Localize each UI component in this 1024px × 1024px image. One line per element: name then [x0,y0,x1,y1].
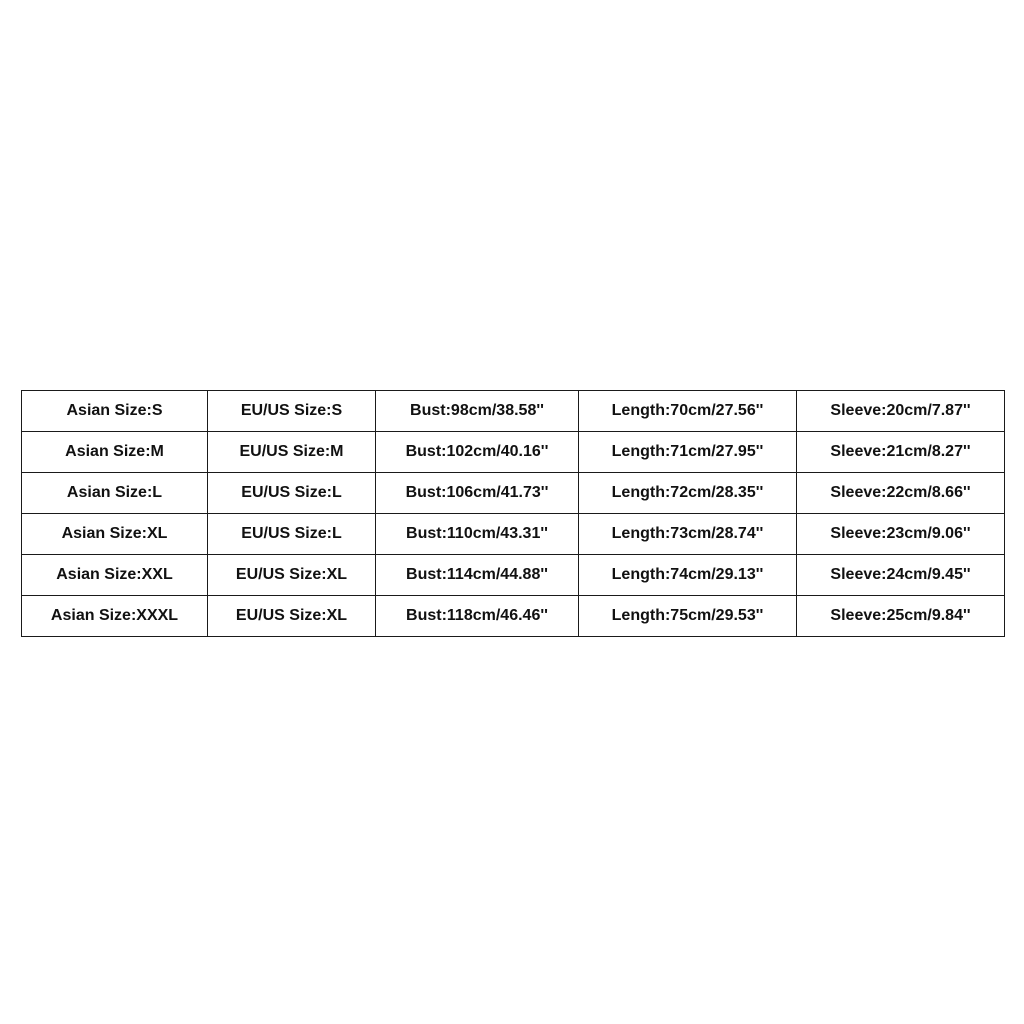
length-cell: Length:74cm/29.13'' [579,555,797,596]
eu-us-size-cell: EU/US Size:M [208,432,376,473]
asian-size-cell: Asian Size:XL [22,514,208,555]
sleeve-cell: Sleeve:21cm/8.27'' [797,432,1005,473]
length-cell: Length:75cm/29.53'' [579,596,797,637]
table-row [22,555,1005,596]
asian-size-cell: Asian Size:XXL [22,555,208,596]
sleeve-cell: Sleeve:24cm/9.45'' [797,555,1005,596]
size-chart-table [21,390,1005,637]
eu-us-size-cell: EU/US Size:XL [208,596,376,637]
table-row [22,391,1005,432]
asian-size-cell: Asian Size:S [22,391,208,432]
bust-cell: Bust:106cm/41.73'' [376,473,579,514]
sleeve-cell: Sleeve:23cm/9.06'' [797,514,1005,555]
sleeve-cell: Sleeve:20cm/7.87'' [797,391,1005,432]
length-cell: Length:71cm/27.95'' [579,432,797,473]
bust-cell: Bust:110cm/43.31'' [376,514,579,555]
bust-cell: Bust:114cm/44.88'' [376,555,579,596]
length-cell: Length:70cm/27.56'' [579,391,797,432]
bust-cell: Bust:102cm/40.16'' [376,432,579,473]
bust-cell: Bust:98cm/38.58'' [376,391,579,432]
table-row [22,596,1005,637]
asian-size-cell: Asian Size:M [22,432,208,473]
asian-size-cell: Asian Size:L [22,473,208,514]
length-cell: Length:72cm/28.35'' [579,473,797,514]
table-row [22,514,1005,555]
sleeve-cell: Sleeve:25cm/9.84'' [797,596,1005,637]
table-row [22,473,1005,514]
eu-us-size-cell: EU/US Size:L [208,514,376,555]
eu-us-size-cell: EU/US Size:XL [208,555,376,596]
bust-cell: Bust:118cm/46.46'' [376,596,579,637]
sleeve-cell: Sleeve:22cm/8.66'' [797,473,1005,514]
eu-us-size-cell: EU/US Size:S [208,391,376,432]
eu-us-size-cell: EU/US Size:L [208,473,376,514]
table-row [22,432,1005,473]
asian-size-cell: Asian Size:XXXL [22,596,208,637]
length-cell: Length:73cm/28.74'' [579,514,797,555]
